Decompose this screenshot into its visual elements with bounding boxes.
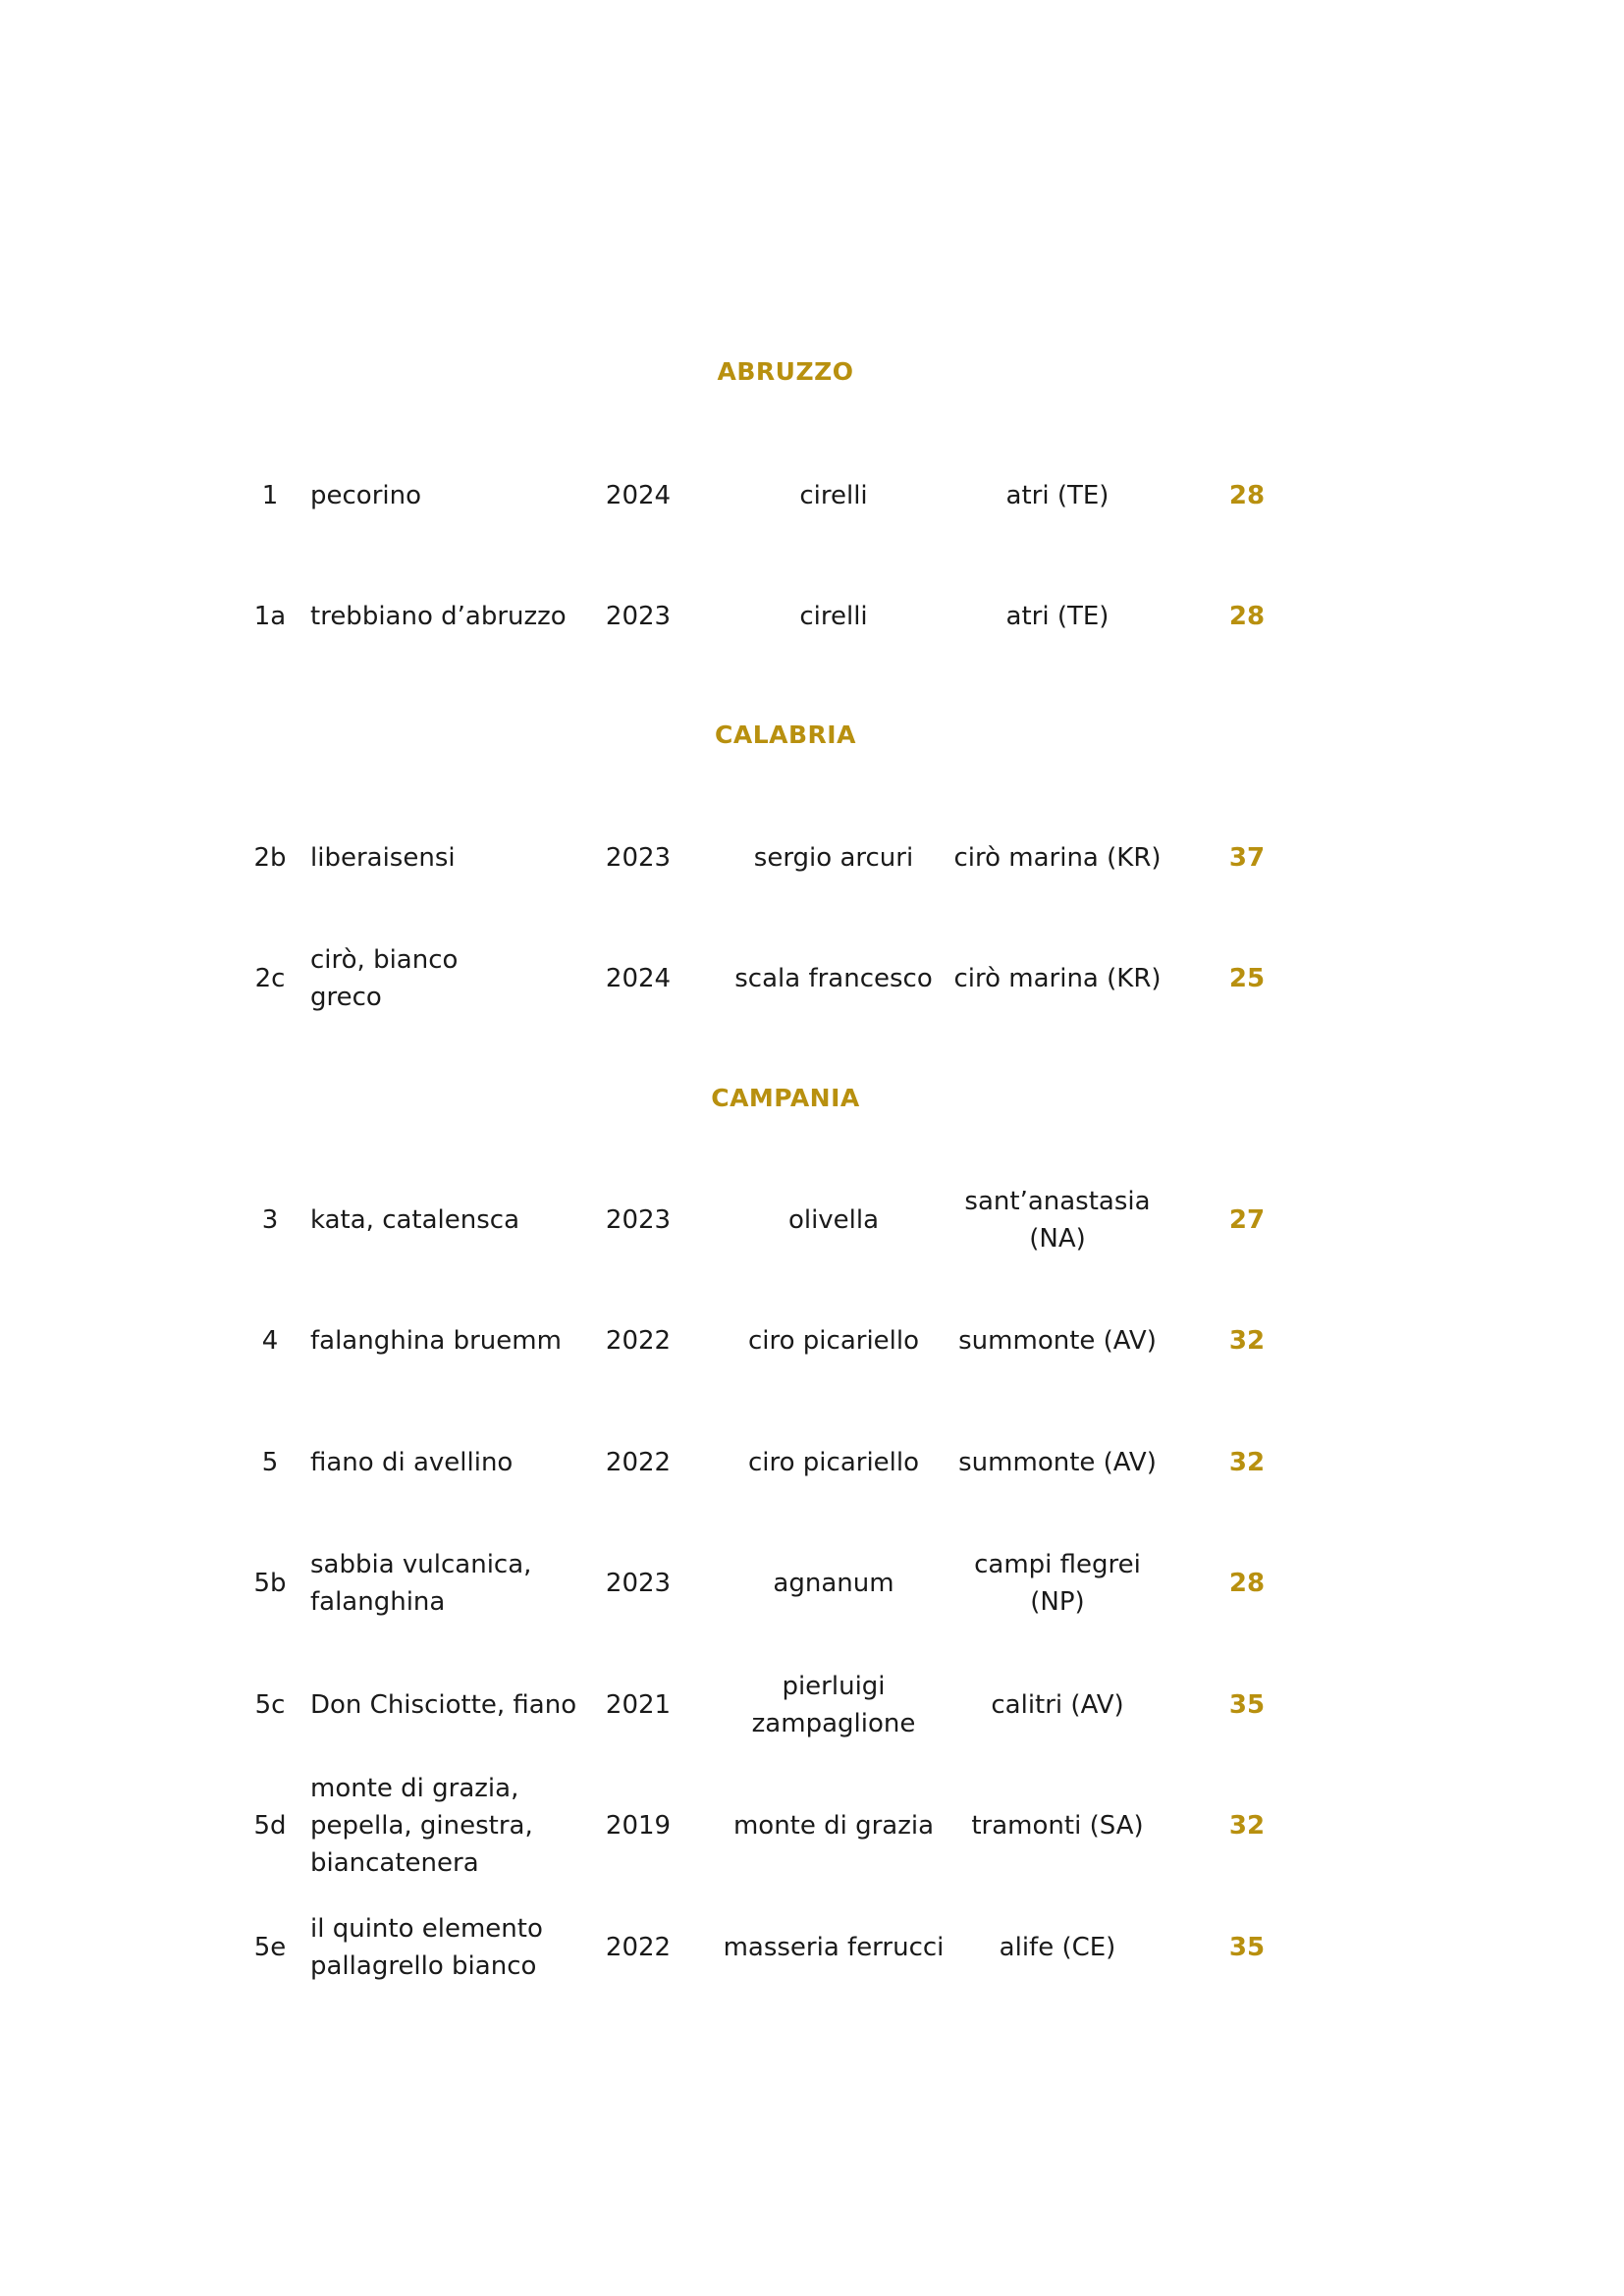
wine-price: 37: [1228, 843, 1266, 873]
wine-price: 25: [1228, 964, 1266, 993]
wine-producer: olivella: [787, 1205, 880, 1235]
wine-producer: masseria ferrucci: [723, 1933, 945, 1962]
wine-number: 2b: [253, 843, 287, 873]
section-heading-calabria: CALABRIA: [715, 721, 856, 749]
wine-price: 28: [1228, 1569, 1266, 1598]
wine-origin: cirò marina (KR): [953, 964, 1162, 993]
wine-origin: cirò marina (KR): [953, 843, 1162, 873]
wine-origin: calitri (AV): [991, 1690, 1124, 1720]
wine-number: 3: [261, 1205, 279, 1235]
wine-number: 5e: [253, 1933, 287, 1962]
wine-name: kata, catalensca: [310, 1205, 520, 1235]
wine-origin: alife (CE): [999, 1933, 1116, 1962]
wine-origin: sant’anastasia (NA): [964, 1187, 1151, 1254]
wine-price: 28: [1228, 481, 1266, 510]
wine-vintage: 2022: [605, 1326, 672, 1356]
wine-origin: summonte (AV): [958, 1448, 1157, 1477]
wine-producer: cirelli: [799, 602, 868, 631]
wine-vintage: 2019: [605, 1811, 672, 1841]
wine-name: trebbiano d’abruzzo: [310, 602, 567, 631]
wine-producer: agnanum: [773, 1569, 894, 1598]
wine-number: 5d: [253, 1811, 287, 1841]
wine-producer: cirelli: [799, 481, 868, 510]
wine-origin: atri (TE): [1005, 602, 1110, 631]
wine-producer: sergio arcuri: [753, 843, 914, 873]
wine-name: falanghina bruemm: [310, 1326, 562, 1356]
wine-price: 32: [1228, 1448, 1266, 1477]
wine-producer: scala francesco: [734, 964, 933, 993]
wine-producer: ciro picariello: [747, 1326, 920, 1356]
wine-vintage: 2021: [605, 1690, 672, 1720]
wine-origin: campi flegrei (NP): [974, 1550, 1141, 1617]
wine-number: 1a: [253, 602, 287, 631]
wine-producer: monte di grazia: [732, 1811, 935, 1841]
wine-name: cirò, bianco greco: [310, 945, 459, 1012]
wine-vintage: 2023: [605, 1569, 672, 1598]
wine-number: 5c: [254, 1690, 286, 1720]
wine-name: liberaisensi: [310, 843, 456, 873]
wine-name: Don Chisciotte, fiano: [310, 1690, 577, 1720]
wine-price: 35: [1228, 1933, 1266, 1962]
wine-vintage: 2023: [605, 843, 672, 873]
wine-vintage: 2023: [605, 1205, 672, 1235]
wine-vintage: 2024: [605, 964, 672, 993]
wine-number: 4: [261, 1326, 279, 1356]
wine-number: 1: [261, 481, 279, 510]
wine-name: sabbia vulcanica, falanghina: [310, 1550, 532, 1617]
wine-name: fiano di avellino: [310, 1448, 514, 1477]
wine-number: 5: [261, 1448, 279, 1477]
wine-price: 32: [1228, 1326, 1266, 1356]
wine-name: monte di grazia, pepella, ginestra, biancatenera: [310, 1774, 533, 1878]
wine-name: il quinto elemento pallagrello bianco: [310, 1914, 543, 1981]
wine-origin: tramonti (SA): [971, 1811, 1144, 1841]
wine-vintage: 2023: [605, 602, 672, 631]
wine-origin: atri (TE): [1005, 481, 1110, 510]
wine-number: 2c: [254, 964, 286, 993]
wine-price: 32: [1228, 1811, 1266, 1841]
section-heading-campania: CAMPANIA: [711, 1084, 860, 1112]
wine-name: pecorino: [310, 481, 422, 510]
wine-origin: summonte (AV): [958, 1326, 1157, 1356]
wine-number: 5b: [253, 1569, 287, 1598]
wine-producer: pierluigi zampaglione: [751, 1672, 916, 1738]
section-heading-abruzzo: ABRUZZO: [717, 357, 854, 386]
wine-price: 27: [1228, 1205, 1266, 1235]
wine-vintage: 2022: [605, 1933, 672, 1962]
wine-vintage: 2022: [605, 1448, 672, 1477]
wine-vintage: 2024: [605, 481, 672, 510]
wine-producer: ciro picariello: [747, 1448, 920, 1477]
wine-price: 35: [1228, 1690, 1266, 1720]
wine-price: 28: [1228, 602, 1266, 631]
